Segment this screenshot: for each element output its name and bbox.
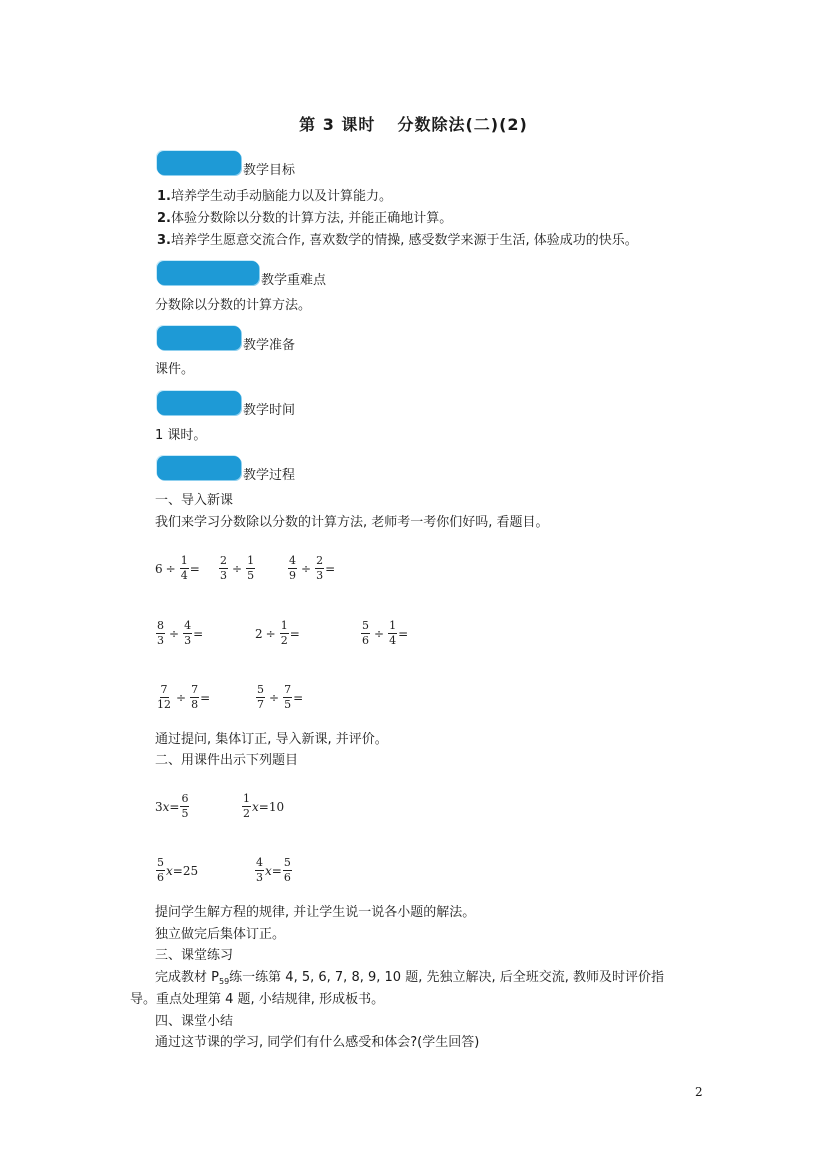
expression: $\frac{5}{7}$ ÷ $\frac{7}{5}$ =: [257, 683, 304, 711]
step3-heading: 三、课堂练习: [155, 948, 234, 963]
lesson-number: 第 3 课时: [299, 115, 376, 134]
step1-heading: 一、导入新课: [155, 493, 234, 508]
step1-after: 通过提问, 集体订正, 导入新课, 并评价。: [155, 732, 388, 747]
step2-after-1: 提问学生解方程的规律, 并让学生说一说各小题的解法。: [155, 905, 476, 920]
section-badge: [157, 456, 241, 480]
step3-text-cont: 导。重点处理第 4 题, 小结规律, 形成板书。: [130, 992, 385, 1007]
time-text: 1 课时。: [155, 428, 207, 443]
step4-text: 通过这节课的学习, 同学们有什么感受和体会?(学生回答): [155, 1035, 480, 1050]
expression: 2 ÷ $\frac{1}{2}$ =: [255, 619, 300, 647]
expression: $\frac{7}{12}$ ÷ $\frac{7}{8}$ =: [157, 683, 211, 711]
expression: $\frac{2}{3}$ ÷ $\frac{1}{5}$: [220, 554, 255, 582]
section-badge: [157, 151, 241, 175]
prep-text: 课件。: [155, 362, 195, 377]
step2-after-2: 独立做完后集体订正。: [155, 927, 286, 942]
section-badge: [157, 326, 241, 350]
step3-text: 完成教材 $P_{59}$练一练第 4, 5, 6, 7, 8, 9, 10 题, 先独立解决, 后全班交流, 教师及时评价指: [155, 970, 664, 986]
step1-text: 我们来学习分数除以分数的计算方法, 老师考一考你们好吗, 看题目。: [155, 515, 549, 530]
lesson-title: [0, 112, 827, 135]
section-title: 教学重难点: [261, 273, 327, 288]
expression: $\frac{8}{3}$ ÷ $\frac{4}{3}$ =: [157, 619, 204, 647]
section-badge: [157, 391, 241, 415]
keypoints-text: 分数除以分数的计算方法。: [155, 298, 312, 313]
expression: $\frac{5}{6}$ ÷ $\frac{1}{4}$ =: [362, 619, 409, 647]
equation: $\frac{5}{6}$ x = 25: [157, 856, 199, 884]
section-title: 教学时间: [243, 403, 296, 418]
expression: $\frac{4}{9}$ ÷ $\frac{2}{3}$ =: [289, 554, 336, 582]
equation: $\frac{1}{2}$ x = 10: [243, 792, 285, 820]
expression: 6 ÷ $\frac{1}{4}$ =: [155, 554, 200, 582]
goal-item: 2.体验分数除以分数的计算方法, 并能正确地计算。: [157, 211, 453, 226]
section-title: 教学过程: [243, 468, 296, 483]
step2-heading: 二、用课件出示下列题目: [155, 753, 299, 768]
section-badge: [157, 261, 259, 285]
goal-item: 3.培养学生愿意交流合作, 喜欢数学的情操, 感受数学来源于生活, 体验成功的快乐。: [157, 233, 638, 248]
section-title: 教学准备: [243, 338, 296, 353]
step4-heading: 四、课堂小结: [155, 1014, 234, 1029]
section-title: 教学目标: [243, 163, 296, 178]
equation: $\frac{4}{3}$ x = $\frac{5}{6}$: [256, 856, 291, 884]
goal-item: 1.培养学生动手动脑能力以及计算能力。: [157, 189, 392, 204]
lesson-topic: 分数除法(二)(2): [397, 115, 528, 134]
page-number: 2: [695, 1085, 703, 1099]
equation: 3 x = $\frac{6}{5}$: [155, 792, 189, 820]
